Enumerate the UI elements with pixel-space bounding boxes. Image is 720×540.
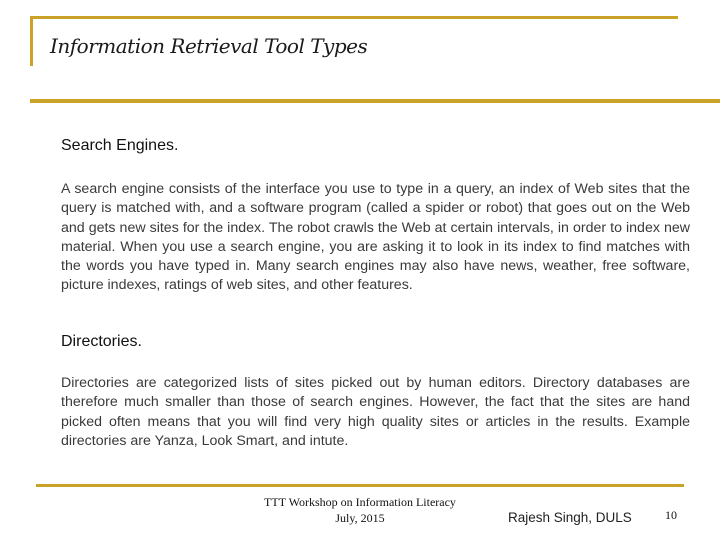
search-engines-heading [61, 137, 690, 155]
footer-divider [36, 484, 684, 487]
frame-left-border [30, 16, 33, 66]
footer-date: July, 2015 [335, 511, 385, 525]
footer-event-info [250, 494, 470, 526]
section-heading: Search Engines. [61, 137, 179, 154]
search-engines-section [61, 180, 690, 296]
frame-top-border [30, 16, 678, 19]
section-body: Directories are categorized lists of sites picked out by human editors. Directory databases are therefore much smaller than those of search engines. However, the fact that the sites are hand picked often means that you will find very high quality sites or articles in the results. Example directories are Yanza, Look Smart, and intute. [61, 375, 690, 449]
section-heading: Directories. [61, 333, 142, 350]
title-divider [30, 99, 720, 103]
directories-heading [61, 333, 690, 351]
page-number: 10 [665, 508, 677, 522]
directories-section [61, 374, 690, 451]
footer-author: Rajesh Singh, DULS [508, 510, 632, 525]
slide-title: Information Retrieval Tool Types [50, 34, 368, 58]
section-body: A search engine consists of the interface you use to type in a query, an index of Web sites that the query is matched with, and a software program (called a spider or robot) that goes out on the Web and gets new sites for the index. The robot crawls the Web at certain intervals, in order to index new material. When you use a search engine, you are asking it to look in its index to find matches with the words you have typed in. Many search engines may also have news, weather, free software, picture indexes, ratings of web sites, and other features. [61, 181, 690, 294]
footer-event: TTT Workshop on Information Literacy [264, 495, 456, 509]
